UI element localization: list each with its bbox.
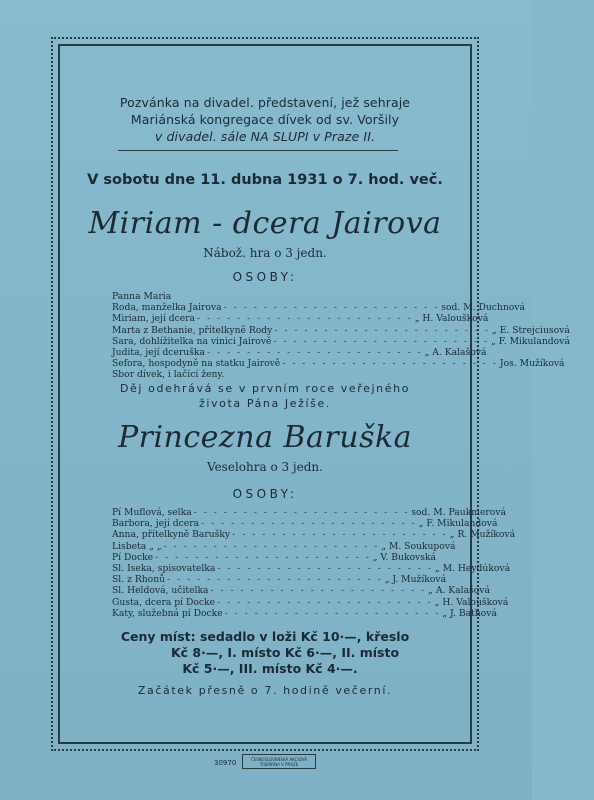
prices-line-2: Kč 8·—, I. místo Kč 6·—, II. místo [170, 645, 400, 660]
leader-dots [173, 291, 336, 302]
leader-dots: - - - - - - - - - - - - - - - - - - - - - - [167, 574, 383, 586]
cast-role: Barbora, její dcera [112, 518, 200, 530]
cast-role: Anna, přítelkyně Barušky [112, 529, 231, 541]
leader-dots: - - - - - - - - - - - - - - - - - - - - - - [282, 358, 498, 370]
cast-role: Miriam, její dcera [112, 313, 196, 325]
cast-role: Sbor dívek, i lačící ženy. [112, 369, 225, 381]
leader-dots: - - - - - - - - - - - - - - - - - - - - - - [206, 346, 423, 358]
cast-actor: „ V. Bukovská [372, 551, 436, 563]
cast-role: Judita, její dceruška [112, 346, 205, 358]
play2-cast-row [112, 596, 509, 608]
play1-cast-row [112, 358, 565, 370]
play1-cast-heading: OSOBY: [232, 270, 298, 284]
play1-cast-row [112, 324, 570, 336]
invitation-line-2: Mariánská kongregace dívek od sv. Voršily [130, 112, 400, 127]
play2-cast-row [112, 585, 490, 597]
cast-actor: Jos. Mužíková [499, 358, 565, 370]
cast-role: Roda, manželka Jairova [112, 302, 222, 314]
cast-actor: „ F. Mikulandová [418, 518, 498, 530]
cast-actor: „ H. Valoušková [434, 596, 509, 608]
leader-dots: - - - - - - - - - - - - - - - - - - - - - - [155, 551, 371, 563]
play1-cast-row [112, 291, 432, 302]
cast-role: Sl. Iseka, spisovatelka [112, 562, 216, 574]
cast-role: Panna Maria [112, 291, 172, 302]
play2-subtitle: Veselohra o 3 jedn. [207, 460, 323, 474]
play1-subtitle: Nábož. hra o 3 jedn. [203, 246, 327, 260]
print-number: 30970 [214, 759, 237, 767]
cast-actor: sod. M. Paukmerová [411, 507, 506, 518]
invitation-line-3: v divadel. sále NA SLUPI v Praze II. [154, 129, 376, 144]
play2-title: Princezna Baruška [117, 420, 413, 455]
cast-actor: „ A. Kalašová [428, 585, 490, 597]
intro-divider [118, 150, 398, 151]
leader-dots: - - - - - - - - - - - - - - - - - - - - - - [232, 529, 448, 541]
play2-cast-row [112, 540, 456, 552]
cast-actor: „ M. Soukupová [381, 540, 456, 552]
cast-actor: „ J. Bathová [442, 607, 497, 619]
play1-cast-row [112, 369, 432, 380]
cast-actor: „ J. Mužíková [384, 574, 447, 586]
play2-cast-row [112, 562, 511, 574]
play2-cast-row [112, 551, 436, 563]
prices-line-3: Kč 5·—, III. místo Kč 4·—. [182, 661, 358, 676]
cast-role: Gusta, dcera pí Docke [112, 596, 216, 608]
cast-actor: „ F. Mikulandová [491, 335, 570, 347]
leader-dots: - - - - - - - - - - - - - - - - - - - - - - [273, 335, 490, 347]
cast-actor [338, 369, 432, 380]
leader-dots: - - - - - - - - - - - - - - - - - - - - - - [217, 596, 433, 608]
leader-dots: - - - - - - - - - - - - - - - - - - - - - - [274, 324, 491, 336]
cast-role: Sefora, hospodyně na statku Jairově [112, 358, 281, 370]
start-time-note: Začátek přesně o 7. hodině večerní. [137, 684, 393, 697]
leader-dots: - - - - - - - - - - - - - - - - - - - - - - [197, 313, 413, 325]
cast-actor: „ R. Mužíková [449, 529, 516, 541]
cast-actor: „ A. Kalašová [424, 346, 487, 358]
cast-actor: „ E. Strejciusová [492, 324, 570, 336]
performance-date: V sobotu dne 11. dubna 1931 o 7. hod. več. [87, 172, 443, 188]
play2-cast-heading: OSOBY: [232, 487, 298, 501]
leader-dots: - - - - - - - - - - - - - - - - - - - - - - [193, 507, 410, 518]
setting-note-line-1: Děj odehrává se v prvním roce veřejného [119, 382, 411, 395]
cast-actor: „ H. Valoušková [414, 313, 489, 325]
prices-line-1: Ceny míst: sedadlo v loži Kč 10·—, křeslo [120, 629, 410, 644]
play2-cast-row [112, 607, 497, 619]
leader-dots: - - - - - - - - - - - - - - - - - - - - - - [217, 562, 433, 574]
leader-dots [226, 369, 336, 380]
cast-role: Lisbeta „ „ [112, 540, 162, 552]
invitation-text [60, 94, 470, 145]
cast-actor: „ M. Heydúková [434, 562, 511, 574]
cast-role: Pí Docke [112, 551, 154, 563]
play1-cast-row [112, 346, 487, 358]
cast-role: Marta z Bethanie, přítelkyně Rody [112, 324, 273, 336]
play2-cast-row [112, 574, 447, 586]
play2-cast-list [112, 507, 516, 619]
play1-cast-row [112, 335, 570, 347]
play2-cast-row [112, 507, 506, 518]
play1-setting-note [60, 381, 470, 411]
leader-dots: - - - - - - - - - - - - - - - - - - - - - - [224, 607, 441, 619]
leader-dots: - - - - - - - - - - - - - - - - - - - - - - [163, 540, 380, 552]
play1-title: Miriam - dcera Jairova [88, 206, 442, 241]
play2-cast-row [112, 518, 498, 530]
cast-role: Sl. Heldová, učitelka [112, 585, 209, 597]
cast-role: Sara, dohlížitelka na vinici Jairově [112, 335, 272, 347]
leader-dots: - - - - - - - - - - - - - - - - - - - - - - [210, 585, 427, 597]
leader-dots: - - - - - - - - - - - - - - - - - - - - - - [223, 302, 440, 314]
cast-role: Pí Muflová, selka [112, 507, 192, 518]
play2-cast-row [112, 529, 516, 541]
play1-cast-row [112, 313, 489, 325]
setting-note-line-2: života Pána Ježíše. [199, 397, 331, 410]
cast-actor [338, 291, 432, 302]
cast-role: Sl. z Rhonů [112, 574, 166, 586]
play1-cast-row [112, 302, 525, 314]
play1-cast-list [112, 291, 570, 381]
invitation-line-1: Pozvánka na divadel. představení, jež sehraje [119, 95, 411, 110]
cast-actor: sod. M. Duchnová [441, 302, 525, 314]
leader-dots: - - - - - - - - - - - - - - - - - - - - - - [201, 518, 417, 530]
printer-stamp: ČESKOSLOVENSKÁ AKCIOVÁ TISKÁRNA V PRAZE [242, 754, 316, 769]
cast-role: Katy, služebná pí Docke [112, 607, 223, 619]
ticket-prices [60, 629, 470, 677]
